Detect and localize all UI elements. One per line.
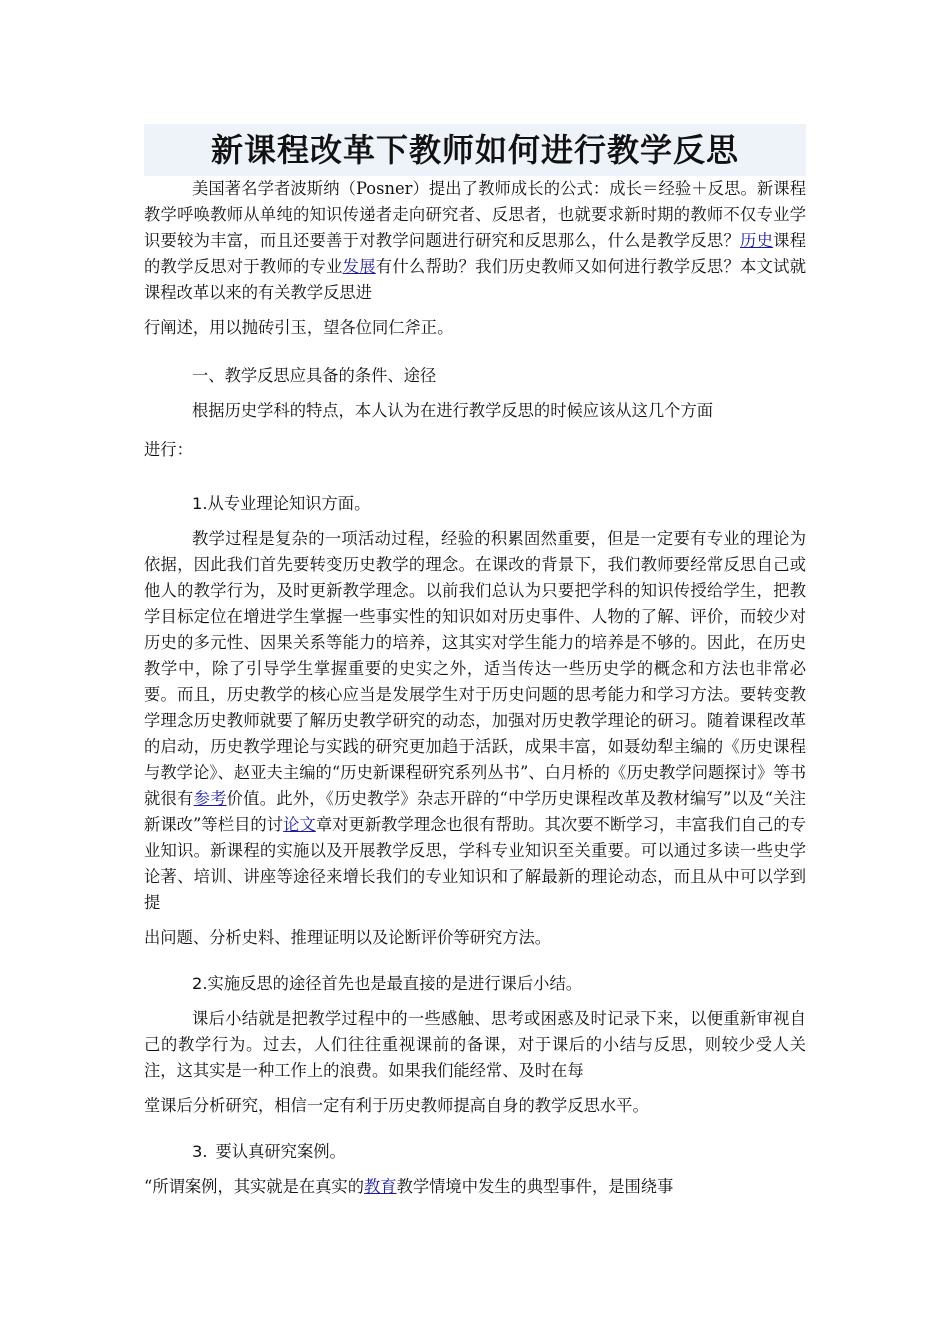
- item1-body: [144, 526, 806, 916]
- document-title: 新课程改革下教师如何进行教学反思: [144, 124, 806, 176]
- item1-heading-text: 从专业理论知识方面。: [207, 494, 371, 513]
- item2-body-last: 堂课后分析研究，相信一定有利于历史教师提高自身的教学反思水平。: [144, 1096, 649, 1115]
- link-lunwen[interactable]: 论文: [283, 815, 316, 834]
- link-lishi[interactable]: 历史: [740, 231, 774, 250]
- item3-heading-text: 要认真研究案例。: [215, 1142, 346, 1161]
- section1-intro: 根据历史学科的特点，本人认为在进行教学反思的时候应该从这几个方面: [192, 401, 714, 420]
- item2-heading: [144, 962, 806, 1006]
- item1-body-last: 出问题、分析史料、推理证明以及论断评价等研究方法。: [144, 928, 552, 947]
- section1-heading: 一、教学反思应具备的条件、途径: [192, 366, 437, 385]
- link-fazhan[interactable]: 发展: [342, 257, 376, 276]
- intro-text-3: 有什么帮助？我们历史教师又如何进行教学反思？本文试就课程改革以来的有关教学反思进: [144, 257, 806, 302]
- item3-heading: [144, 1130, 806, 1174]
- item1-text-1: 教学过程是复杂的一项活动过程，经验的积累固然重要，但是一定要有专业的理论为依据，因此我们首先要转变历史教学的理念。在课改的背景下，我们教师要经常反思自己或他人的教学行为，及时更新教学理念。以前我们总认为只要把学科的知识传授给学生，把教学目标定位在增进学生掌握一些事实性的知识如对历史事件、人物的了解、评价，而较少对历史的多元性、因果关系等能力的培养，这其实对学生能力的培养是不够的。因此，在历史教学中，除了引导学生掌握重要的史实之外，适当传达一些历史学的概念和方法也非常必要。而且，历史教学的核心应当是发展学生对于历史问题的思考能力和学习方法。要转变教学理念历史教师就要了解历史教学研究的动态，加强对历史教学理论的研习。随着课程改革的启动，历史教学理论与实践的研究更加趋于活跃，成果丰富，如聂幼犁主编的《历史课程与教学论》、赵亚夫主编的“历史新课程研究系列丛书”、白月桥的《历史教学问题探讨》等书就很有: [144, 529, 806, 808]
- item1-text-3: 章对更新教学理念也很有帮助。其次要不断学习，丰富我们自己的专业知识。新课程的实施以及开展教学反思，学科专业知识至关重要。可以通过多读一些史学论著、培训、讲座等途径来增长我们的专业知识和了解最新的理论动态，而且从中可以学到提: [144, 815, 806, 912]
- intro-text-2: 课程的教学反思对于教师的专业: [144, 231, 806, 276]
- item1-text-2: 价值。此外，《历史教学》杂志开辟的“中学历史课程改革及教材编写”以及“关注新课改”等栏目的讨: [144, 789, 806, 834]
- intro-paragraph: [144, 176, 806, 306]
- item3-text-2: 教学情境中发生的典型事件，是围绕事: [396, 1177, 674, 1196]
- section1-intro-last: 进行：: [144, 440, 193, 459]
- item3-body: [144, 1174, 806, 1200]
- item1-number: 1.: [192, 494, 208, 513]
- item3-number: 3.: [192, 1142, 208, 1161]
- item3-text-1: “所谓案例，其实就是在真实的: [144, 1177, 364, 1196]
- item2-heading-text: 实施反思的途径首先也是最直接的是进行课后小结。: [207, 974, 583, 993]
- link-cankao[interactable]: 参考: [193, 789, 227, 808]
- link-jiaoyu[interactable]: 教育: [363, 1177, 397, 1196]
- intro-last-line: 行阐述，用以抛砖引玉，望各位同仁斧正。: [144, 318, 454, 337]
- item2-body: 课后小结就是把教学过程中的一些感触、思考或困惑及时记录下来，以便重新审视自己的教学行为。过去，人们往往重视课前的备课，对于课后的小结与反思，则较少受人关注，这其实是一种工作上的浪费。如果我们能经常、及时在每: [144, 1009, 806, 1080]
- document-page: [144, 124, 806, 1200]
- item1-heading: [144, 482, 806, 526]
- intro-text-1: 美国著名学者波斯纳（Posner）提出了教师成长的公式：成长＝经验＋反思。新课程教学呼唤教师从单纯的知识传递者走向研究者、反思者，也就要求新时期的教师不仅专业学识要较为丰富，而且还要善于对教学问题进行研究和反思那么，什么是教学反思？: [144, 179, 806, 250]
- item2-number: 2.: [192, 974, 208, 993]
